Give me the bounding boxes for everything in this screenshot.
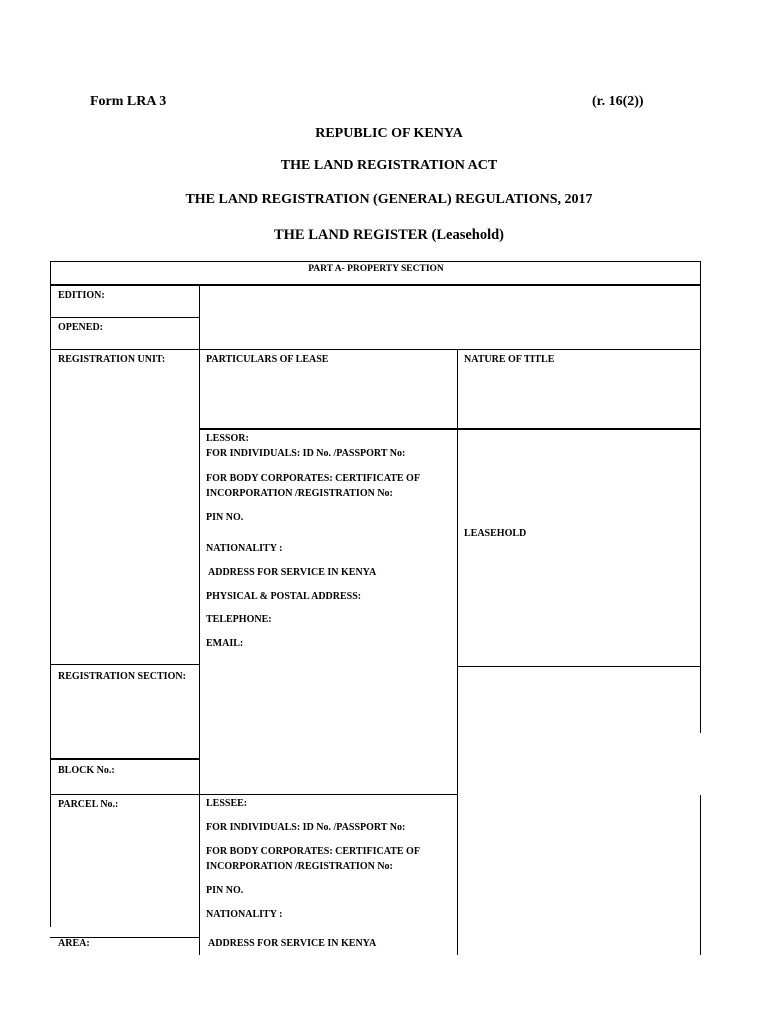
act-heading: THE LAND REGISTRATION ACT bbox=[280, 158, 498, 173]
lessor-physical-postal: PHYSICAL & POSTAL ADDRESS: bbox=[206, 591, 362, 602]
lessor-telephone: TELEPHONE: bbox=[206, 614, 272, 625]
lessor-nationality: NATIONALITY : bbox=[206, 543, 283, 554]
lessee-body-corporates-2: INCORPORATION /REGISTRATION No: bbox=[206, 861, 393, 872]
nature-of-title-heading: NATURE OF TITLE bbox=[464, 354, 555, 365]
lessee-body-corporates-1: FOR BODY CORPORATES: CERTIFICATE OF bbox=[206, 846, 420, 857]
lessee-individuals: FOR INDIVIDUALS: ID No. /PASSPORT No: bbox=[206, 822, 406, 833]
lessor-individuals: FOR INDIVIDUALS: ID No. /PASSPORT No: bbox=[206, 448, 406, 459]
lessor-body-corporates-2: INCORPORATION /REGISTRATION No: bbox=[206, 488, 393, 499]
form-number: Form LRA 3 bbox=[90, 94, 167, 109]
lessee-address-service: ADDRESS FOR SERVICE IN KENYA bbox=[208, 938, 377, 949]
registration-unit-label: REGISTRATION UNIT: bbox=[58, 354, 166, 365]
register-type: (Leasehold) bbox=[431, 227, 505, 243]
register-title bbox=[0, 227, 768, 244]
part-a-title: PART A- PROPERTY SECTION bbox=[308, 264, 444, 274]
area-label: AREA: bbox=[58, 938, 90, 949]
country-heading: REPUBLIC OF KENYA bbox=[315, 126, 463, 141]
register-title-text: THE LAND REGISTER bbox=[273, 227, 428, 243]
lessee-nationality: NATIONALITY : bbox=[206, 909, 283, 920]
lessee-heading: LESSEE: bbox=[206, 798, 248, 809]
lessee-pin: PIN NO. bbox=[206, 885, 244, 896]
block-no-label: BLOCK No.: bbox=[58, 765, 115, 776]
particulars-of-lease-heading: PARTICULARS OF LEASE bbox=[206, 354, 329, 365]
edition-label: EDITION: bbox=[58, 290, 105, 301]
registration-section-label: REGISTRATION SECTION: bbox=[58, 671, 186, 682]
lessor-address-service: ADDRESS FOR SERVICE IN KENYA bbox=[208, 567, 377, 578]
regulations-heading: THE LAND REGISTRATION (GENERAL) REGULATIONS, 2017 bbox=[185, 192, 593, 207]
opened-label: OPENED: bbox=[58, 322, 103, 333]
lessor-heading: LESSOR: bbox=[206, 433, 249, 444]
rule-reference: (r. 16(2)) bbox=[592, 94, 644, 109]
nature-of-title-value: LEASEHOLD bbox=[464, 528, 527, 539]
lessor-pin: PIN NO. bbox=[206, 512, 244, 523]
lessor-email: EMAIL: bbox=[206, 638, 244, 649]
parcel-no-label: PARCEL No.: bbox=[58, 799, 119, 810]
lessor-body-corporates-1: FOR BODY CORPORATES: CERTIFICATE OF bbox=[206, 473, 420, 484]
